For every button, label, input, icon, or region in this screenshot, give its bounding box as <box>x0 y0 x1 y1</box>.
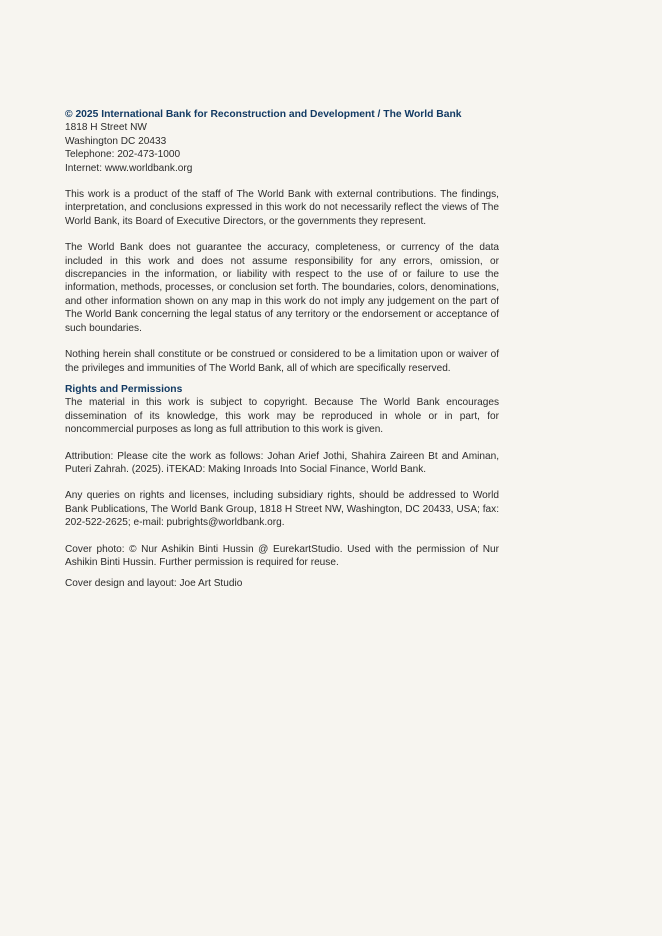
spacer <box>65 175 499 188</box>
queries-paragraph: Any queries on rights and licenses, including subsidiary rights, should be addressed to World Bank Publications, The World Bank Group, 1818 H Street NW, Washington, DC 20433, USA; fax: 202-522-2625; e-mail: pubrights@worldbank.org. <box>65 490 499 529</box>
disclaimer-views-paragraph: This work is a product of the staff of The World Bank with external contributions. The findings, interpretation, and conclusions expressed in this work do not necessarily reflect the views of The World Bank, its Board of Executive Directors, or the governments they represent. <box>65 189 499 227</box>
telephone: Telephone: 202-473-1000 <box>65 149 181 161</box>
internet-link[interactable]: Internet: www.worldbank.org <box>65 162 193 174</box>
spacer <box>65 228 499 241</box>
disclaimer-accuracy-paragraph: The World Bank does not guarantee the accuracy, completeness, or currency of the data included in this work and does not assume responsibility for any errors, omission, or discrepancies in the information, or liability with respect to the use of or failure to use the information, methods, processes, or conclusion set forth. The boundaries, colors, denominations, and other information shown on any map in this work do not imply any judgement on the part of The World Bank concerning the legal status of any territory or the endorsement or acceptance of such boundaries. <box>65 242 499 334</box>
address-line-2: Washington DC 20433 <box>65 135 167 147</box>
spacer <box>65 569 499 577</box>
attribution-paragraph: Attribution: Please cite the work as follows: Johan Arief Jothi, Shahira Zaireen Bt and Aminan, Puteri Zahrah. (2025). iTEKAD: Making Inroads Into Social Finance, World Bank. <box>65 450 499 475</box>
address-line-1: 1818 H Street NW <box>65 122 147 134</box>
spacer <box>65 437 499 450</box>
spacer <box>65 476 499 489</box>
spacer <box>65 375 499 383</box>
spacer <box>65 335 499 348</box>
spacer <box>65 530 499 543</box>
privileges-paragraph: Nothing herein shall constitute or be construed or considered to be a limitation upon or waiver of the privileges and immunities of The World Bank, all of which are specifically reserved. <box>65 349 499 374</box>
cover-photo-paragraph: Cover photo: © Nur Ashikin Binti Hussin @ EurekartStudio. Used with the permission of Nur Ashikin Binti Hussin. Further permission is required for reuse. <box>65 543 499 568</box>
rights-heading: Rights and Permissions <box>65 383 183 395</box>
cover-design-line: Cover design and layout: Joe Art Studio <box>65 578 243 590</box>
copyright-heading: © 2025 International Bank for Reconstruction and Development / The World Bank <box>65 109 462 120</box>
copyright-page <box>65 108 499 591</box>
rights-copyright-paragraph: The material in this work is subject to copyright. Because The World Bank encourages dissemination of its knowledge, this work may be reproduced in whole or in part, for noncommercial purposes as long as full attribution to this work is given. <box>65 397 499 436</box>
